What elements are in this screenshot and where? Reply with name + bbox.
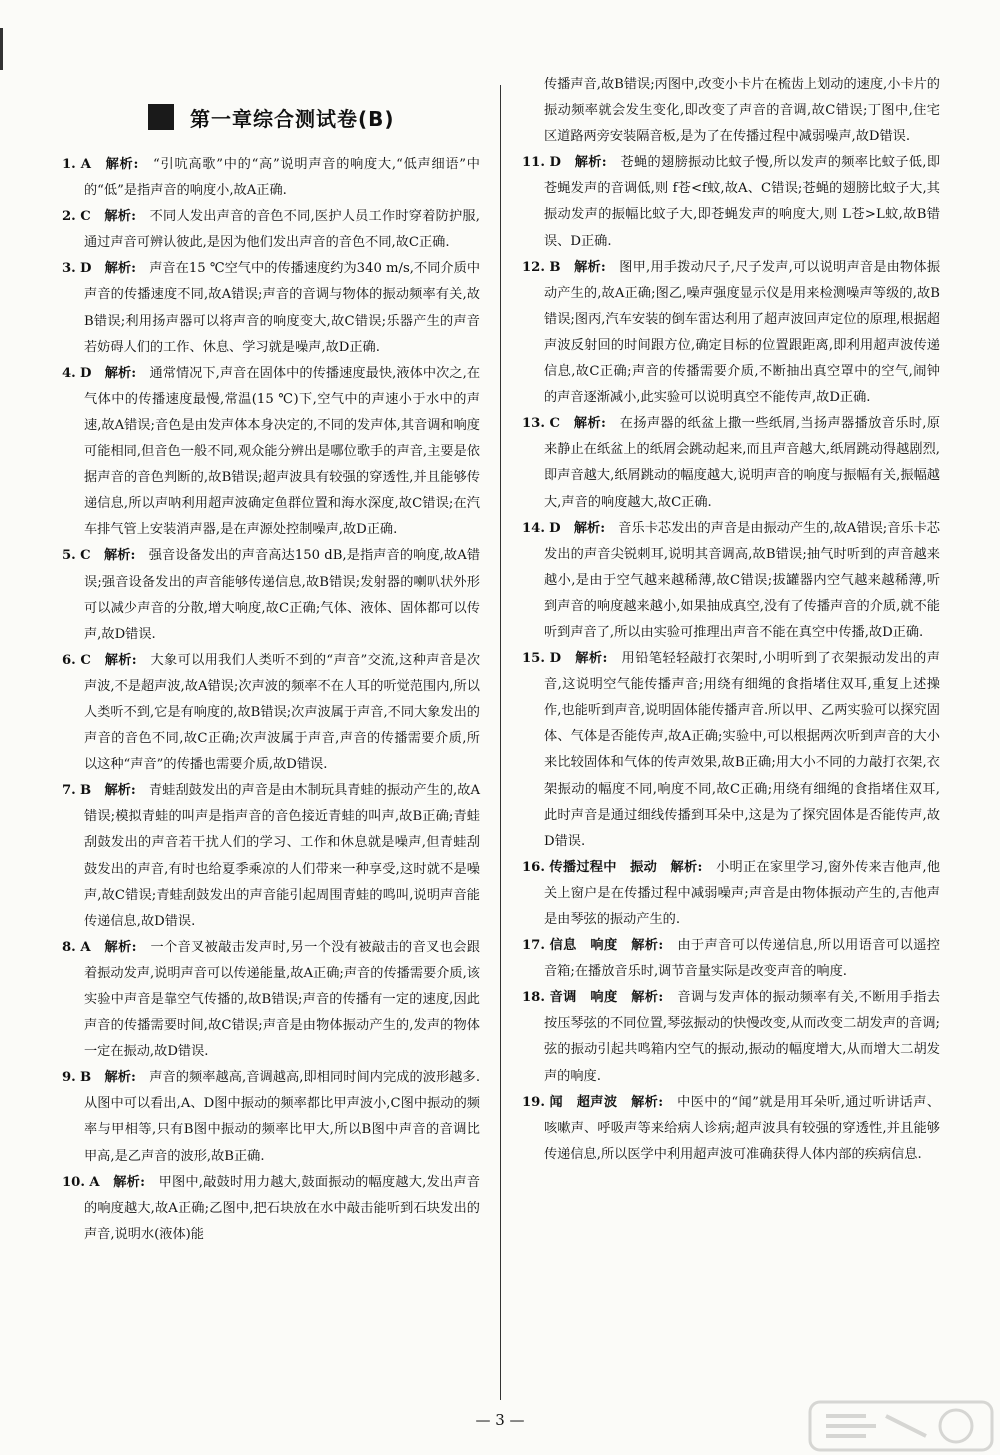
- answer-number: 4.: [62, 365, 76, 381]
- answer-choice: D: [80, 365, 92, 381]
- answer-choice: C: [80, 652, 91, 668]
- answer-item: [62, 204, 480, 256]
- analysis-label: 解析:: [574, 155, 607, 171]
- answer-item: [522, 933, 940, 985]
- analysis-label: 解析:: [631, 1094, 664, 1110]
- analysis-label: 解析:: [574, 259, 606, 275]
- analysis-label: 解析:: [631, 938, 664, 954]
- answer-choice: C: [80, 209, 91, 225]
- analysis-label: 解析:: [573, 416, 606, 432]
- answer-item: [62, 152, 480, 204]
- analysis-text: 不同人发出声音的音色不同,医护人员工作时穿着防护服,通过声音可辨认彼此,是因为他们发出声音的音色不同,故C正确.: [84, 209, 480, 251]
- title-square-icon: [148, 104, 174, 130]
- analysis-text: 音乐卡芯发出的声音是由振动产生的,故A错误;音乐卡芯发出的声音尖锐刺耳,说明其音调高,故B错误;抽气时听到的声音越来越小,是由于空气越来越稀薄,故C错误;拔罐器内空气越来越稀薄,听到声音的响度越来越小,如果抽成真空,没有了传播声音的介质,就不能听到声音了,所以由实验可推理出声音不能在真空中传播,故D正确.: [544, 520, 940, 640]
- answer-number: 19.: [522, 1094, 545, 1110]
- analysis-text: 在扬声器的纸盆上撒一些纸屑,当扬声器播放音乐时,原来静止在纸盆上的纸屑会跳动起来,而且声音越大,纸屑跳动得越剧烈,即声音越大,纸屑跳动的幅度越大,说明声音的响度与振幅有关,振幅越大,声音的响度越大,故C正确.: [544, 416, 941, 510]
- answer-number: 10.: [62, 1174, 85, 1190]
- answer-number: 14.: [522, 520, 545, 536]
- answer-choice: B: [549, 259, 561, 275]
- answer-number: 1.: [62, 157, 76, 172]
- answer-item: [522, 646, 940, 855]
- analysis-text: 音调与发声体的振动频率有关,不断用手指去按压琴弦的不同位置,琴弦振动的快慢改变,从而改变二胡发声的音调;弦的振动引起共鸣箱内空气的振动,振动的幅度增大,从而增大二胡发声的响度.: [544, 990, 940, 1084]
- analysis-label: 解析:: [575, 651, 608, 667]
- answer-item: [62, 648, 480, 778]
- answer-choice: D: [549, 651, 562, 667]
- answer-choice: 音调 响度: [549, 990, 618, 1006]
- analysis-text: 用铅笔轻轻敲打衣架时,小明听到了衣架振动发出的声音,这说明空气能传播声音;用绕有细绳的食指堵住双耳,重复上述操作,也能听到声音,说明固体能传播声音.所以甲、乙两实验可以探究固体、气体是否能传声,故A正确;实验中,可以根据两次听到声音的大小来比较固体和气体的传声效果,故B正确;用大小不同的力敲打衣架,衣架振动的幅度不同,响度不同,故C正确;用绕有细绳的食指堵住双耳,此时声音是通过细线传播到耳朵中,这是为了探究固体是否能传声,故D错误.: [544, 651, 940, 849]
- analysis-label: 解析:: [573, 520, 606, 536]
- analysis-text: 中医中的“闻”就是用耳朵听,通过听讲话声、咳嗽声、呼吸声等来给病人诊病;超声波具有较强的穿透性,并且能够传递信息,所以医学中利用超声波可准确获得人体内部的疾病信息.: [544, 1094, 941, 1162]
- answer-item: [522, 985, 940, 1089]
- analysis-text: 青蛙刮鼓发出的声音是由木制玩具青蛙的振动产生的,故A错误;模拟青蛙的叫声是指声音的音色接近青蛙的叫声,故B正确;青蛙刮鼓发出的声音若干扰人们的学习、工作和休息就是噪声,但青蛙刮鼓发出的声音,有时也给夏季乘凉的人们带来一种享受,这时就不是噪声,故C错误;青蛙刮鼓发出的声音能引起周围青蛙的鸣叫,说明声音能传递信息,故D错误.: [84, 783, 481, 929]
- analysis-text: 通常情况下,声音在固体中的传播速度最快,液体中次之,在气体中的传播速度最慢,常温(15 ℃)下,空气中的声速小于水中的声速,故A错误;音色是由发声体本身决定的,不同的发声体,其音调和响度可能相同,但音色一般不同,观众能分辨出是哪位歌手的声音,主要是依据声音的音色判断的,故B错误;超声波具有较强的穿透性,并且能够传递信息,所以声呐利用超声波确定鱼群位置和海水深度,故C错误;在汽车排气管上安装消声器,是在声源处控制噪声,故D正确.: [84, 365, 481, 538]
- column-divider: [500, 85, 501, 1400]
- analysis-text: 小明正在家里学习,窗外传来吉他声,他关上窗户是在传播过程中减弱噪声;声音是由物体振动产生的,吉他声是由琴弦的振动产生的.: [544, 859, 941, 927]
- answer-choice: D: [80, 261, 92, 277]
- analysis-text: “引吭高歌”中的“高”说明声音的响度大,“低声细语”中的“低”是指声音的响度小,故A正确.: [84, 157, 480, 199]
- answer-item: [522, 516, 940, 646]
- analysis-text: 声音在15 ℃空气中的传播速度约为340 m/s,不同介质中声音的传播速度不同,故A错误;声音的音调与物体的振动频率有关,故B错误;利用扬声器可以将声音的响度变大,故C错误;乐器产生的声音若妨碍人们的工作、休息、学习就是噪声,故D正确.: [84, 261, 481, 355]
- answer-number: 16.: [522, 859, 545, 875]
- page-number: — 3 —: [475, 1411, 525, 1429]
- answer-number: 18.: [522, 990, 545, 1006]
- analysis-text: 图甲,用手拨动尺子,尺子发声,可以说明声音是由物体振动产生的,故A正确;图乙,噪声强度显示仪是用来检测噪声等级的,故B错误;图丙,汽车安装的倒车雷达利用了超声波回声定位的原理,根据超声波反射回的时间跟方位,确定目标的位置跟距离,即利用超声波传递信息,故C正确;声音的传播需要介质,不断抽出真空罩中的空气,闹钟的声音逐渐减小,此实验可以说明真空不能传声,故D正确.: [544, 259, 941, 406]
- right-answer-list: [522, 72, 940, 1168]
- analysis-label: 解析:: [104, 939, 137, 955]
- answer-choice: B: [80, 783, 92, 799]
- answer-item: [62, 361, 480, 544]
- answer-number: 7.: [62, 783, 76, 799]
- analysis-label: 解析:: [104, 652, 137, 668]
- title-text: 第一章综合测试卷(B): [190, 106, 395, 131]
- analysis-label: 解析:: [104, 261, 136, 277]
- analysis-text: 传播声音,故B错误;丙图中,改变小卡片在梳齿上划动的速度,小卡片的振动频率就会发生变化,即改变了声音的音调,故C错误;丁图中,住宅区道路两旁安装隔音板,是为了在传播过程中减弱噪声,故D错误.: [544, 77, 940, 145]
- answer-item: [62, 1065, 480, 1169]
- analysis-label: 解析:: [103, 548, 136, 564]
- section-title: [148, 100, 395, 134]
- answer-item: [522, 411, 940, 515]
- answer-number: 13.: [522, 416, 545, 432]
- answer-number: 17.: [522, 938, 545, 954]
- analysis-text: 苍蝇的翅膀振动比蚊子慢,所以发声的频率比蚊子低,即苍蝇发声的音调低,则 f苍<f蚊,故A、C错误;苍蝇的翅膀比蚊子大,其振动发声的振幅比蚊子大,即苍蝇发声的响度大,则 L苍>L蚊,故B错误、D正确.: [544, 155, 941, 249]
- answer-item: [522, 255, 940, 412]
- answer-choice: C: [80, 548, 91, 564]
- analysis-text: 大象可以用我们人类听不到的“声音”交流,这种声音是次声波,不是超声波,故A错误;次声波的频率不在人耳的听觉范围内,所以人类听不到,它是有响度的,故B错误;次声波属于声音,不同大象发出的声音的音色不同,故C正确;次声波属于声音,声音的传播需要介质,所以这种“声音”的传播也需要介质,故D错误.: [84, 652, 481, 773]
- answer-choice: 传播过程中 振动: [549, 859, 658, 875]
- analysis-text: 一个音叉被敲击发声时,另一个没有被敲击的音叉也会跟着振动发声,说明声音可以传递能量,故A正确;声音的传播需要介质,该实验中声音是靠空气传播的,故B错误;声音的传播有一定的速度,因此声音的传播需要时间,故C错误;声音是由物体振动产生的,发声的物体一定在振动,故D错误.: [84, 939, 480, 1060]
- answer-number: 11.: [522, 155, 545, 171]
- answer-number: 9.: [62, 1070, 76, 1086]
- analysis-label: 解析:: [113, 1174, 145, 1190]
- analysis-text: 声音的频率越高,音调越高,即相同时间内完成的波形越多.从图中可以看出,A、D图中振动的频率都比甲声波小,C图中振动的频率与甲相等,只有B图中振动的频率比甲大,所以B图中声音的音调比甲高,是乙声音的波形,故B正确.: [84, 1070, 481, 1164]
- answer-choice: D: [549, 520, 561, 536]
- answer-item: [62, 935, 480, 1065]
- analysis-text: 甲图中,敲鼓时用力越大,鼓面振动的幅度越大,发出声音的响度越大,故A正确;乙图中,把石块放在水中敲击能听到石块发出的声音,说明水(液体)能: [84, 1174, 481, 1242]
- answer-choice: A: [89, 1174, 100, 1190]
- analysis-text: 由于声音可以传递信息,所以用语音可以遥控音箱;在播放音乐时,调节音量实际是改变声音的响度.: [544, 938, 940, 980]
- analysis-label: 解析:: [104, 783, 136, 799]
- answer-item: [62, 1170, 480, 1248]
- analysis-label: 解析:: [104, 209, 137, 225]
- binding-mark: [0, 28, 11, 70]
- answer-choice: D: [549, 155, 561, 171]
- answer-number: 12.: [522, 259, 545, 275]
- answer-item: [522, 855, 940, 933]
- answer-number: 2.: [62, 209, 76, 225]
- answer-choice: 信息 响度: [549, 938, 618, 954]
- answer-choice: A: [80, 157, 91, 172]
- analysis-label: 解析:: [104, 1070, 136, 1086]
- answer-choice: A: [80, 939, 91, 955]
- answer-number: 15.: [522, 651, 545, 667]
- analysis-label: 解析:: [105, 157, 139, 172]
- answer-choice: C: [549, 416, 561, 432]
- answer-item: [62, 256, 480, 360]
- answer-item: [522, 150, 940, 254]
- left-answer-list: [62, 152, 480, 1248]
- answer-item: [62, 778, 480, 935]
- answer-choice: 闻 超声波: [549, 1094, 618, 1110]
- watermark-logo-icon: [806, 1398, 996, 1454]
- answer-number: 3.: [62, 261, 76, 277]
- answer-item: [522, 1090, 940, 1168]
- answer-number: 8.: [62, 939, 76, 955]
- answer-choice: B: [80, 1070, 92, 1086]
- analysis-text: 强音设备发出的声音高达150 dB,是指声音的响度,故A错误;强音设备发出的声音能够传递信息,故B错误;发射器的喇叭状外形可以减少声音的分散,增大响度,故C正确;气体、液体、固体都可以传声,故D错误.: [84, 548, 481, 642]
- analysis-label: 解析:: [631, 990, 664, 1006]
- analysis-label: 解析:: [670, 859, 703, 875]
- analysis-label: 解析:: [104, 365, 137, 381]
- answer-number: 6.: [62, 652, 76, 668]
- answer-item: [522, 72, 940, 150]
- answer-item: [62, 543, 480, 647]
- answer-number: 5.: [62, 548, 76, 564]
